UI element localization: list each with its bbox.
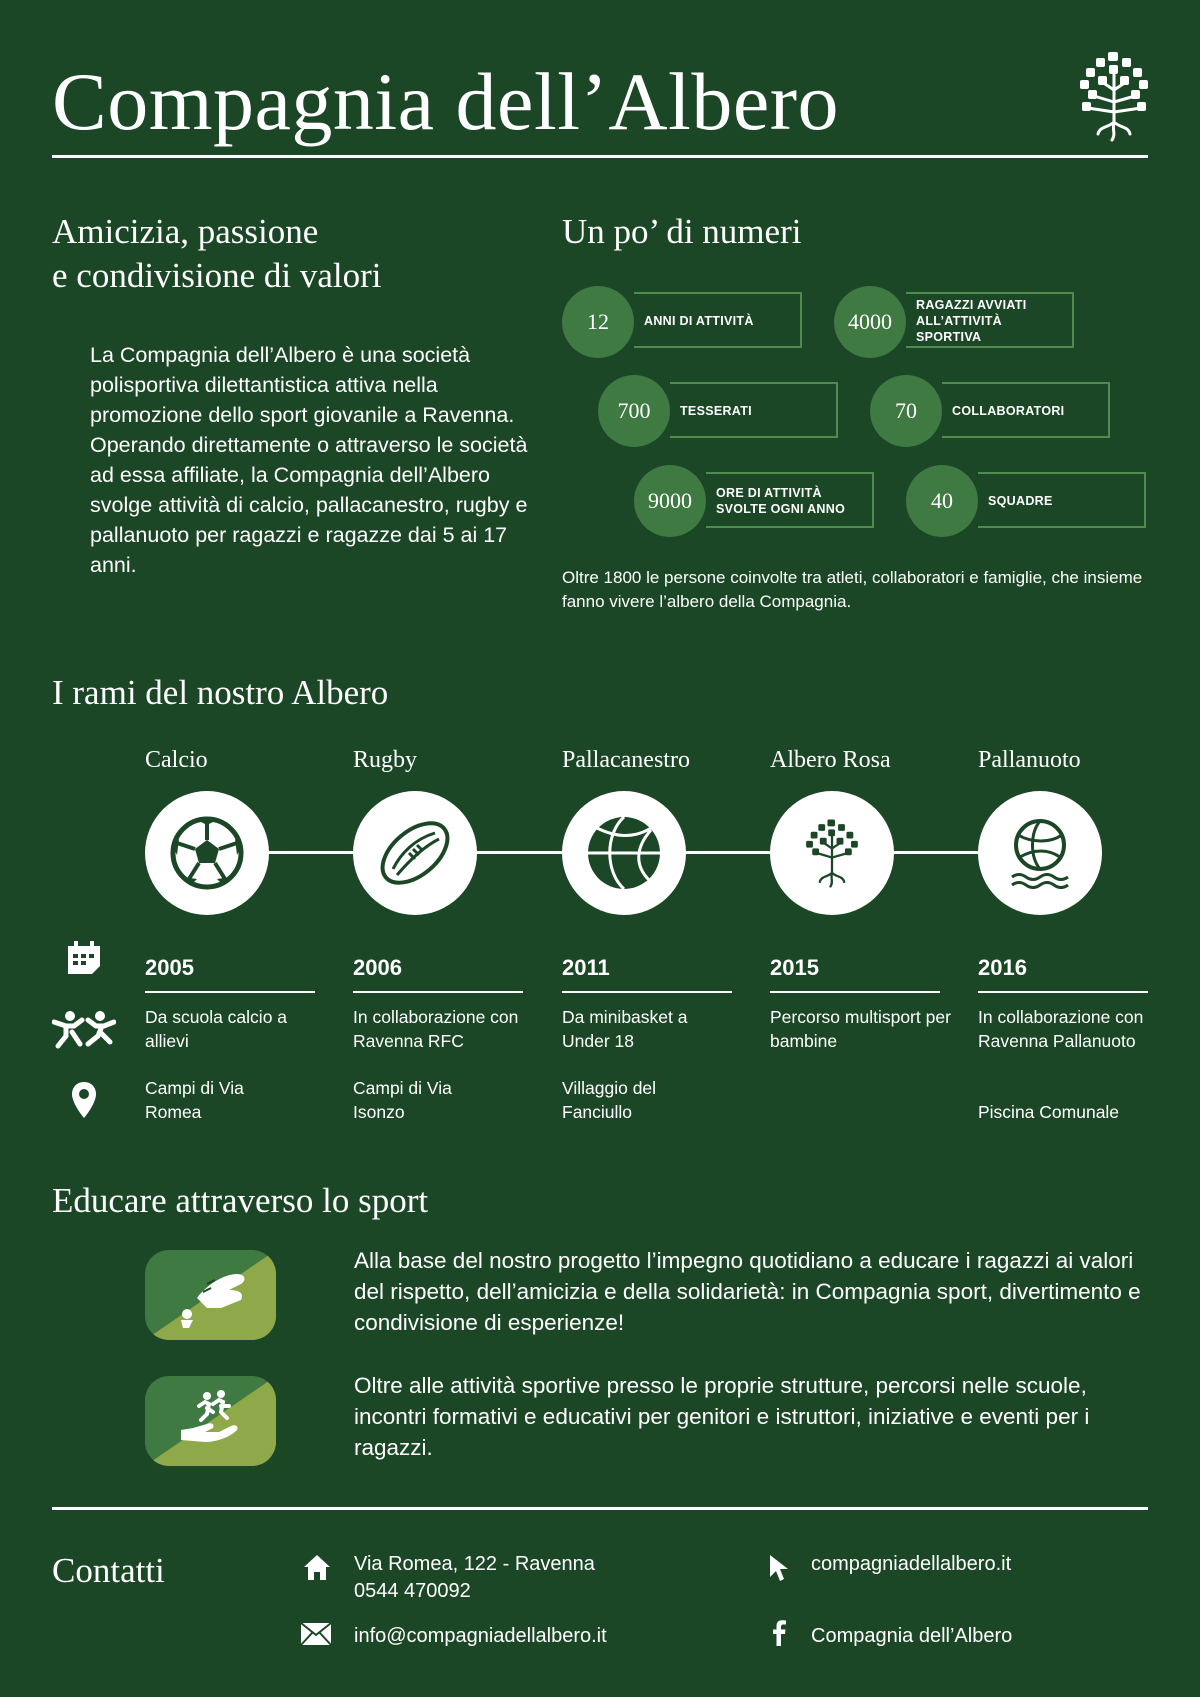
- mail-icon: [300, 1622, 332, 1646]
- stat-value: 12: [562, 286, 634, 358]
- page-title: Compagnia dell’Albero: [52, 56, 840, 147]
- branch-place: Villaggio del Fanciullo: [562, 1078, 657, 1122]
- branch-circle-albero-rosa: [770, 791, 894, 915]
- calendar-icon: [66, 940, 102, 976]
- numbers-heading: Un po’ di numeri: [562, 212, 802, 251]
- children-icon: [52, 1010, 116, 1050]
- branch-description: In collaborazione con Ravenna Pallanuoto: [978, 1007, 1144, 1051]
- helping-hand-icon: [145, 1250, 276, 1340]
- soccer-ball-icon: [169, 815, 245, 891]
- contact-email-link[interactable]: info@compagniadellalbero.it: [354, 1625, 607, 1647]
- contact-facebook-link[interactable]: Compagnia dell’Albero: [811, 1625, 1013, 1647]
- intro-heading-line1: Amicizia, passione: [52, 212, 319, 251]
- hand-runners-icon: [145, 1376, 276, 1466]
- education-icon-tile: [145, 1250, 276, 1340]
- stat-value: 40: [906, 465, 978, 537]
- year-divider: [770, 991, 940, 993]
- stat-label: SQUADRE: [988, 494, 1053, 508]
- branch-circle-calcio: [145, 791, 269, 915]
- branch-name-pallanuoto: Pallanuoto: [978, 747, 1081, 773]
- stat-label: ANNI DI ATTIVITÀ: [644, 314, 754, 328]
- tree-logo-icon: [1078, 50, 1150, 142]
- branch-circle-rugby: [353, 791, 477, 915]
- contact-phone[interactable]: 0544 470092: [354, 1580, 471, 1602]
- stat-value: 9000: [634, 465, 706, 537]
- branch-name-rugby: Rugby: [353, 747, 418, 773]
- branch-place: Piscina Comunale: [978, 1102, 1120, 1122]
- educare-text-2: Oltre alle attività sportive presso le proprie strutture, percorsi nelle scuole, incontri formativi e educativi per genitori e istruttori, iniziative e eventi per i ragazzi.: [354, 1373, 1090, 1460]
- facebook-icon: [772, 1620, 786, 1646]
- educare-heading: Educare attraverso lo sport: [52, 1181, 429, 1220]
- rugby-ball-icon: [375, 813, 455, 893]
- year-divider: [978, 991, 1148, 993]
- year-divider: [353, 991, 523, 993]
- education-icon-tile: [145, 1376, 276, 1466]
- home-icon: [302, 1553, 332, 1581]
- educare-text-1: Alla base del nostro progetto l’impegno quotidiano a educare i ragazzi ai valori del rispetto, dell’amicizia e della solidarietà: in Compagnia sport, divertimento e condivisione di esperienze!: [354, 1248, 1141, 1335]
- header-divider: [52, 155, 1148, 158]
- branch-year: 2016: [978, 955, 1027, 980]
- intro-text: La Compagnia dell’Albero è una società polisportiva dilettantistica attiva nella promozione dello sport giovanile a Ravenna. Operando direttamente o attraverso le società ad essa affiliate, la Compagnia dell’Albero svolge attività di calcio, pallacanestro, rugby e pallanuoto per ragazzi e ragazze dai 5 ai 17 anni.: [90, 343, 528, 577]
- intro-heading-line2: e condivisione di valori: [52, 256, 382, 295]
- branch-description: In collaborazione con Ravenna RFC: [353, 1007, 519, 1051]
- branch-year: 2005: [145, 955, 194, 980]
- branch-name-albero-rosa: Albero Rosa: [770, 747, 891, 773]
- branch-description: Percorso multisport per bambine: [770, 1007, 951, 1051]
- branches-heading: I rami del nostro Albero: [52, 673, 389, 712]
- contacts-heading: Contatti: [52, 1551, 165, 1590]
- stat-value: 4000: [834, 286, 906, 358]
- branch-year: 2015: [770, 955, 819, 980]
- location-pin-icon: [70, 1080, 98, 1120]
- basketball-icon: [585, 814, 663, 892]
- stat-label: TESSERATI: [680, 404, 752, 418]
- stat-label: COLLABORATORI: [952, 404, 1065, 418]
- contact-website-link[interactable]: compagniadellalbero.it: [811, 1553, 1012, 1575]
- branch-circle-pallanuoto: [978, 791, 1102, 915]
- stat-value: 70: [870, 375, 942, 447]
- branch-name-pallacanestro: Pallacanestro: [562, 747, 690, 773]
- contacts-divider: [52, 1507, 1148, 1510]
- stat-label: RAGAZZI AVVIATI ALL’ATTIVITÀ SPORTIVA: [916, 298, 1027, 344]
- contact-address: Via Romea, 122 - Ravenna: [354, 1553, 595, 1575]
- branch-description: Da minibasket a Under 18: [562, 1007, 688, 1051]
- tree-icon: [803, 818, 861, 888]
- year-divider: [562, 991, 732, 993]
- branch-description: Da scuola calcio a allievi: [145, 1007, 288, 1051]
- branch-name-calcio: Calcio: [145, 747, 208, 773]
- branch-place: Campi di Via Romea: [145, 1078, 244, 1122]
- stat-label: ORE DI ATTIVITÀ SVOLTE OGNI ANNO: [716, 486, 846, 516]
- branch-year: 2006: [353, 955, 402, 980]
- branch-year: 2011: [562, 955, 610, 980]
- branch-circle-pallacanestro: [562, 791, 686, 915]
- year-divider: [145, 991, 315, 993]
- branch-place: Campi di Via Isonzo: [353, 1078, 452, 1122]
- water-polo-icon: [1008, 817, 1072, 889]
- stat-value: 700: [598, 375, 670, 447]
- cursor-icon: [768, 1553, 790, 1583]
- numbers-note: Oltre 1800 le persone coinvolte tra atleti, collaboratori e famiglie, che insieme fanno vivere l’albero della Compagnia.: [562, 568, 1143, 611]
